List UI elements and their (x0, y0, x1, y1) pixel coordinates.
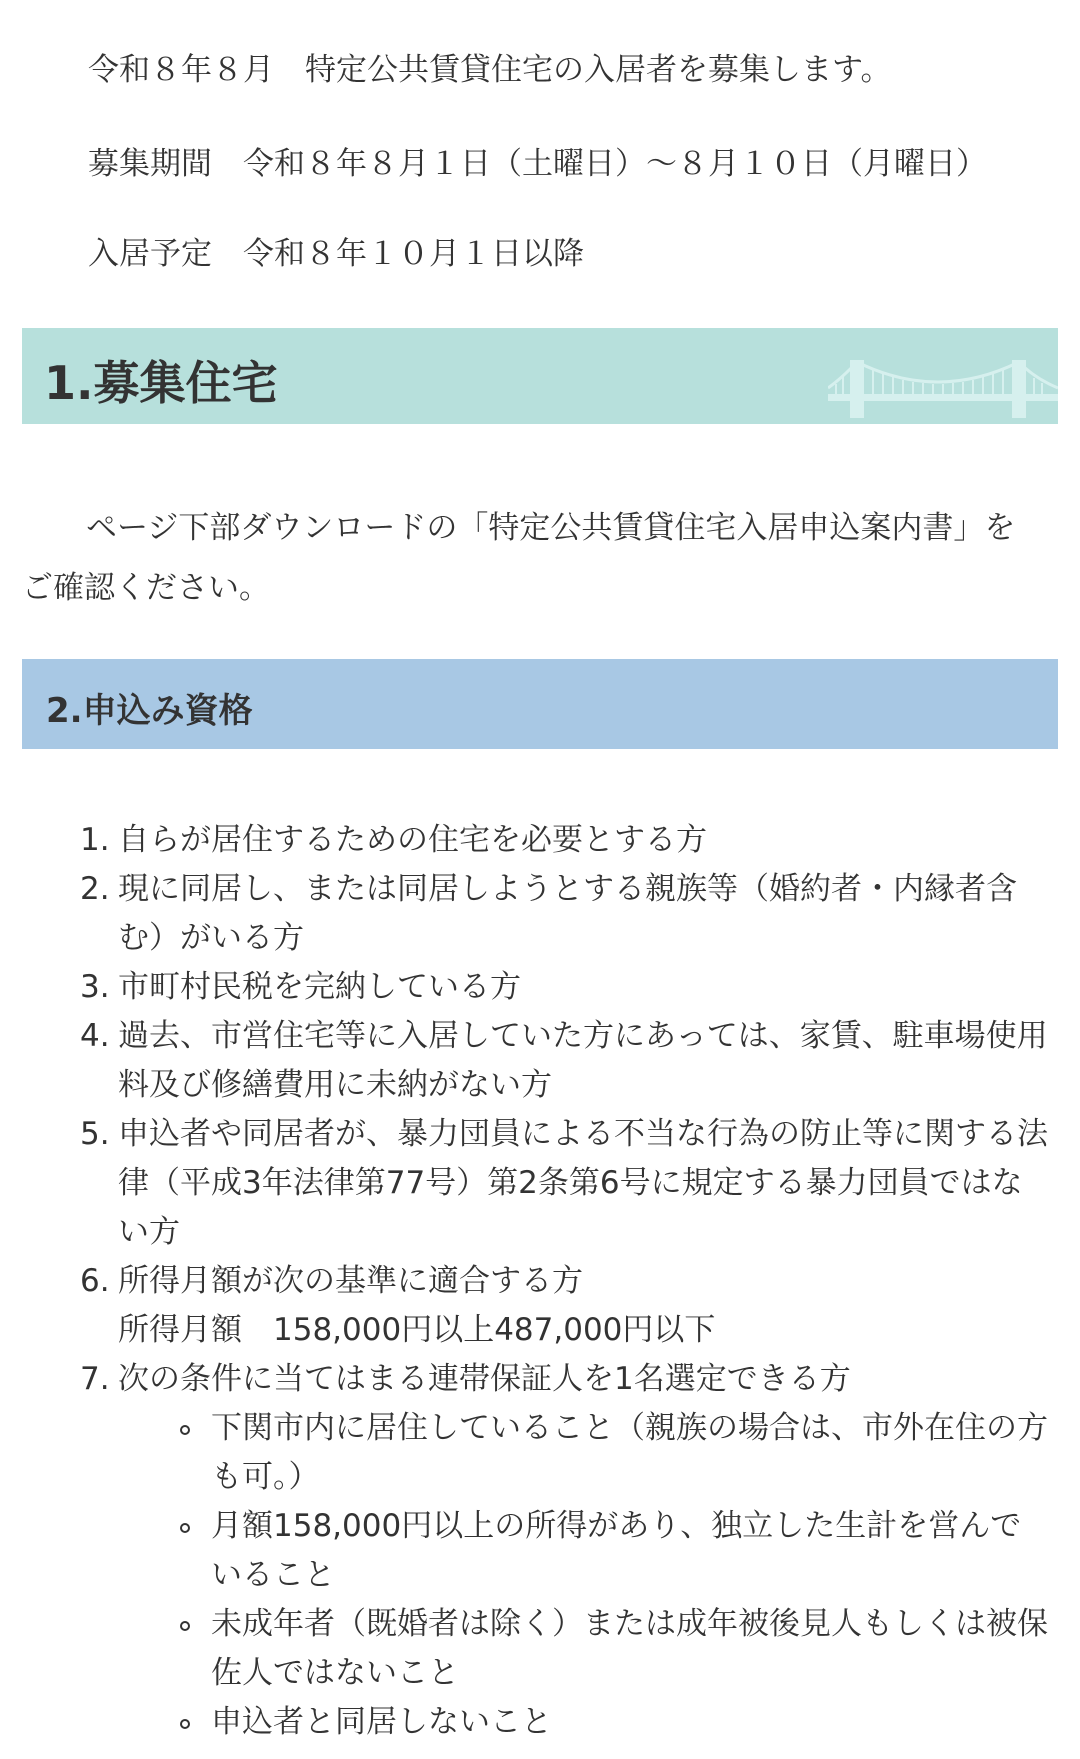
list-item-text: 市町村民税を完納している方 (118, 969, 521, 1005)
eligibility-list (0, 816, 1080, 1747)
condition-text: 下関市内に居住していること（親族の場合は、市外在住の方も可。） (211, 1410, 1048, 1495)
housing-guide-body: ページ下部ダウンロードの「特定公共賃貸住宅入居申込案内書」をご確認ください。 (22, 510, 1016, 606)
list-item (0, 1257, 1050, 1355)
application-period: 募集期間 令和８年８月１日（土曜日）～８月１０日（月曜日） (88, 146, 987, 182)
list-item (0, 1012, 1050, 1110)
section-1-title: 1.募集住宅 (44, 356, 278, 410)
guarantor-condition (0, 1600, 1049, 1698)
list-item (0, 865, 1050, 963)
list-item-text: 自らが居住するための住宅を必要とする方 (118, 822, 707, 858)
bullet-icon (180, 1719, 190, 1729)
guarantor-condition (0, 1698, 1049, 1747)
bullet-icon (180, 1425, 190, 1435)
bullet-icon (180, 1523, 190, 1533)
bullet-icon (180, 1621, 190, 1631)
list-item-number: 5. (80, 1116, 110, 1152)
list-item (0, 1355, 1050, 1404)
list-item-text: 申込者や同居者が、暴力団員による不当な行為の防止等に関する法律（平成3年法律第77号）第2条第6号に規定する暴力団員ではない方 (118, 1116, 1048, 1250)
condition-text: 月額158,000円以上の所得があり、独立した生計を営んでいること (211, 1508, 1022, 1593)
condition-text: 申込者と同居しないこと (211, 1704, 552, 1740)
list-item (0, 816, 1050, 865)
condition-text: 未成年者（既婚者は除く）または成年被後見人もしくは被保佐人ではないこと (211, 1606, 1048, 1691)
list-item-number: 1. (80, 822, 110, 858)
list-item-number: 7. (80, 1361, 110, 1397)
list-item-number: 2. (80, 871, 110, 907)
list-item-number: 3. (80, 969, 110, 1005)
section-heading-eligibility (22, 659, 1058, 749)
guarantor-condition (0, 1502, 1049, 1600)
section-2-title: 2.申込み資格 (46, 691, 253, 731)
list-item-text: 過去、市営住宅等に入居していた方にあっては、家賃、駐車場使用料及び修繕費用に未納がない方 (118, 1018, 1048, 1103)
list-item (0, 1110, 1050, 1257)
recruitment-announcement: 令和８年８月 特定公共賃貸住宅の入居者を募集します。 (88, 52, 892, 88)
list-item-text: 所得月額が次の基準に適合する方 (118, 1263, 583, 1299)
move-in-date: 入居予定 令和８年１０月１日以降 (88, 236, 584, 272)
list-item-text: 現に同居し、または同居しようとする親族等（婚約者・内縁者含む）がいる方 (118, 871, 1017, 956)
list-item-number: 4. (80, 1018, 110, 1054)
list-item-number: 6. (80, 1263, 110, 1299)
list-item (0, 963, 1050, 1012)
housing-guide-text (22, 498, 1032, 618)
section-heading-housing (22, 328, 1058, 424)
guarantor-condition (0, 1404, 1049, 1502)
list-item-text: 次の条件に当てはまる連帯保証人を1名選定できる方 (118, 1361, 851, 1397)
income-range: 所得月額 158,000円以上487,000円以下 (118, 1312, 716, 1348)
bridge-icon (828, 358, 1058, 420)
